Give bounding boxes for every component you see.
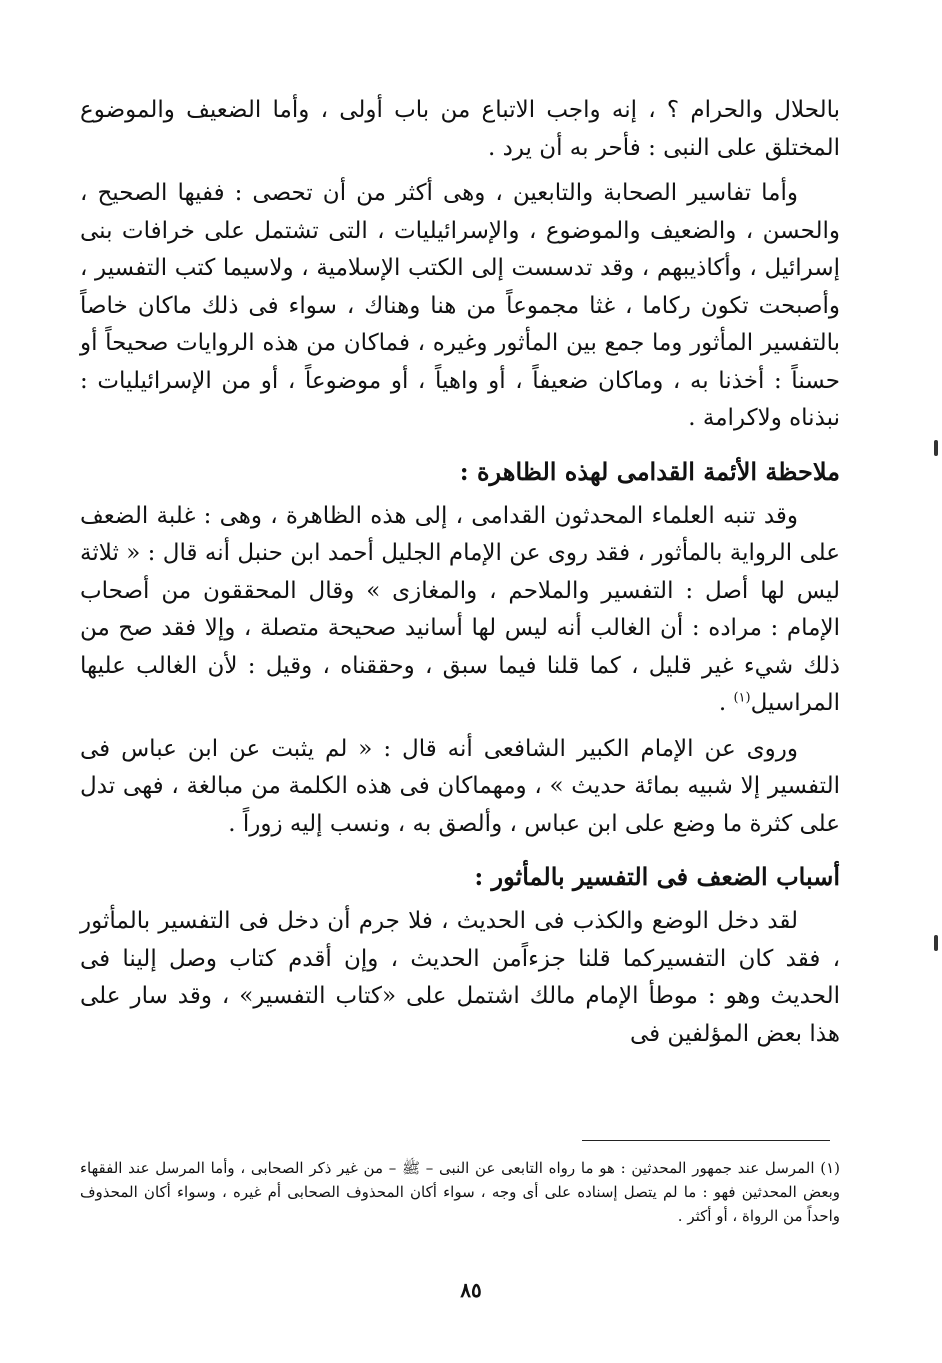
margin-mark	[934, 440, 938, 456]
footnote-separator	[582, 1140, 830, 1141]
page-body	[80, 92, 840, 1053]
section-heading-1: ملاحظة الأئمة القدامى لهذه الظاهرة :	[459, 456, 840, 486]
section-heading-2: أسباب الضعف فى التفسير بالمأثور :	[474, 862, 840, 891]
paragraph-3-text: وقد تنبه العلماء المحدثون القدامى ، إلى هذه الظاهرة ، وهى : غلبة الضعف على الرواية بالمأثور ، فقد روى عن الإمام الجليل أحمد ابن حنبل أنه قال : « ثلاثة ليس لها أصل : التفسير والملاحم ، والمغازى » وقال المحققون من أصحاب الإمام : مراده : أن الغالب أنه ليس لها أسانيد صحيحة متصلة ، وإلا فقد صح من ذلك شيء غير قليل ، كما قلنا فيما سبق ، وحققناه ، وقيل : لأن الغالب عليها المراسيل	[80, 502, 840, 716]
footnote-reference: (١)	[733, 690, 751, 706]
paragraph-2: وأما تفاسير الصحابة والتابعين ، وهى أكثر من أن تحصى : ففيها الصحيح ، والحسن ، والضعيف والموضوع ، والإسرائيليات ، التى تشتمل على خرافات بنى إسرائيل ، وأكاذيبهم ، وقد تدسست إلى الكتب الإسلامية ، ولاسيما كتب التفسير ، وأصبحت تكون ركاما ، غثا مجموعاً من هنا وهناك ، سواء فى ذلك ماكان خاصاً بالتفسير المأثور وما جمع بين المأثور وغيره ، فماكان من هذه الروايات صحيحاً أو حسناً : أخذنا به ، وماكان ضعيفاً ، أو واهياً ، أو موضوعاً ، أو من الإسرائيليات : نبذناه ولاكرامة .	[80, 180, 840, 431]
paragraph-5: لقد دخل الوضع والكذب فى الحديث ، فلا جرم أن دخل فى التفسير بالمأثور ، فقد كان التفسيركما قلنا جزءاًمن الحديث ، وإن أقدم كتاب وصل إلينا فى الحديث وهو : موطأ الإمام مالك اشتمل على «كتاب التفسير» ، وقد سار على هذا بعض المؤلفين فى	[80, 908, 840, 1047]
paragraph-1: بالحلال والحرام ؟ ، إنه واجب الاتباع من باب أولى ، وأما الضعيف والموضوع المختلق على النبى : فأحر به أن يرد .	[80, 97, 840, 161]
page-number: ٨٥	[460, 1278, 482, 1302]
footnotes	[80, 1156, 840, 1228]
margin-mark	[934, 935, 938, 951]
paragraph-4: وروى عن الإمام الكبير الشافعى أنه قال : « لم يثبت عن ابن عباس فى التفسير إلا شبيه بمائة حديث » ، ومهماكان فى هذه الكلمة من مبالغة ، فهى تدل على كثرة ما وضع على ابن عباس ، وألصق به ، ونسب إليه زوراً .	[80, 735, 840, 837]
paragraph-3	[80, 498, 840, 723]
footnote-1: (١) المرسل عند جمهور المحدثين : هو ما رواه التابعى عن النبى – ﷺ – من غير ذكر الصحابى ، وأما المرسل عند الفقهاء وبعض المحدثين فهو : ما لم يتصل إسناده على أى وجه ، سواء أكان المحذوف الصحابى أم غيره ، وسواء أكان المحذوف واحداً من الرواة ، أو أكثر .	[80, 1159, 840, 1225]
paragraph-3-end: .	[718, 690, 734, 716]
